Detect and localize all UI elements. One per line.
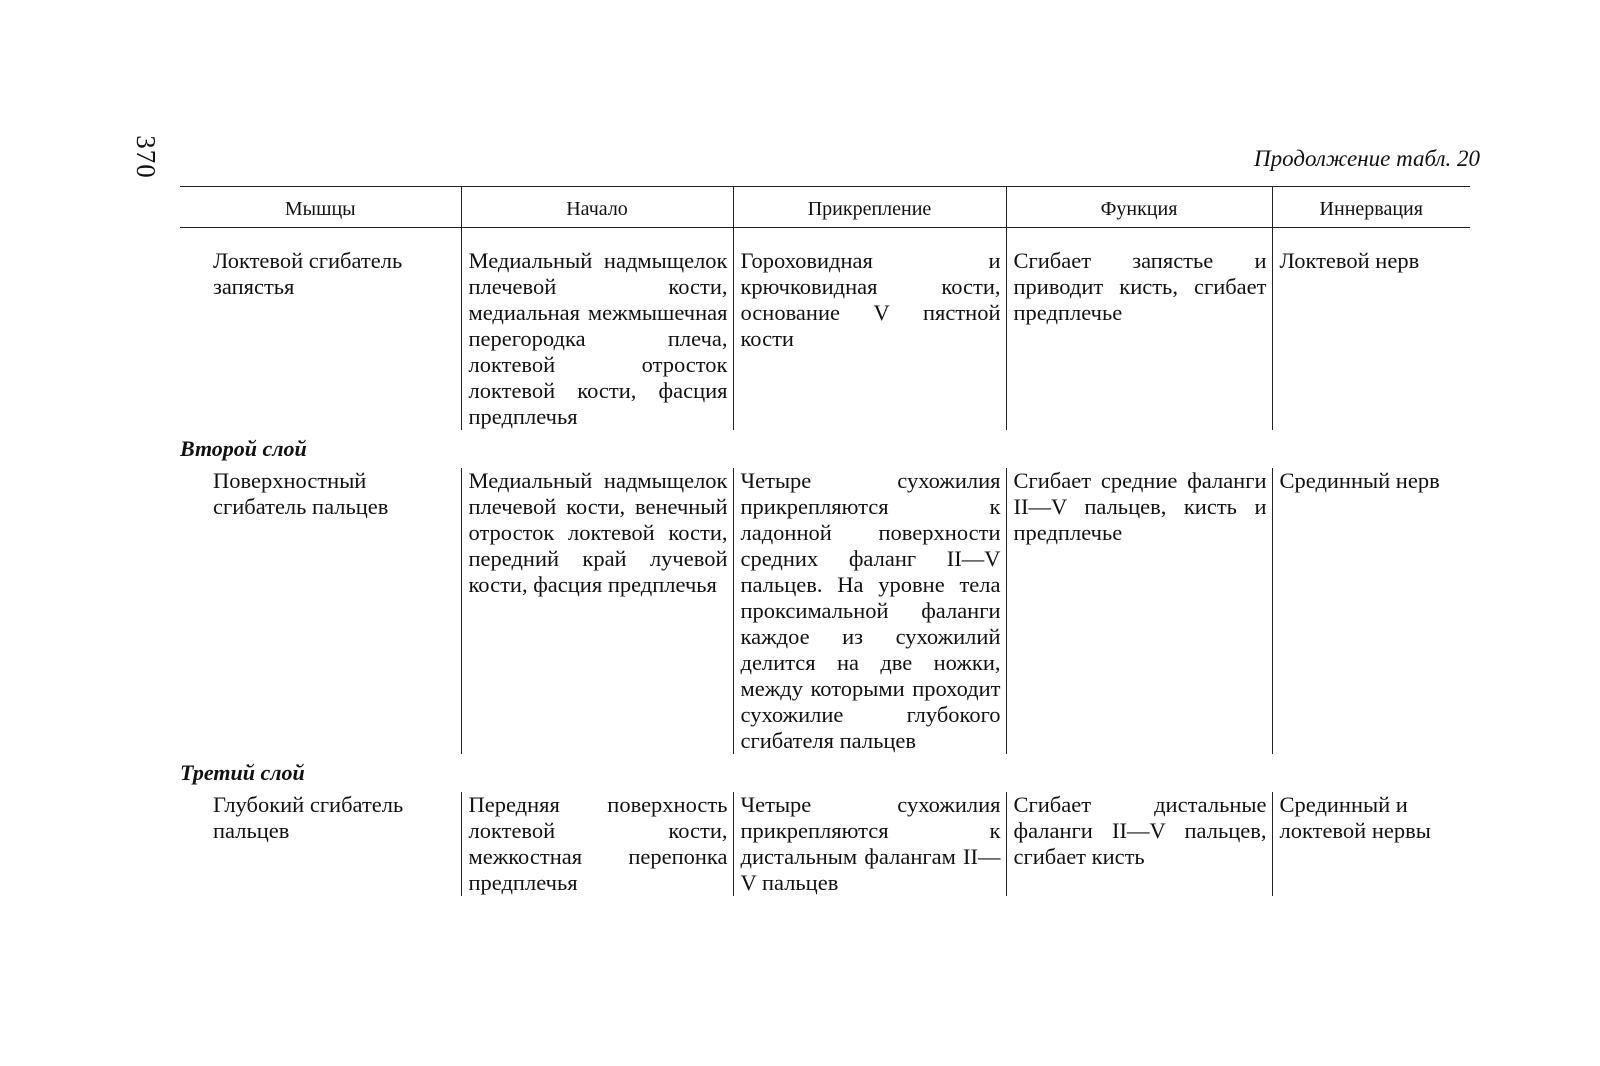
- table-row: [180, 248, 1470, 430]
- function-cell: Сгибает средние фаланги II—V пальцев, кисть и предплечье: [1006, 468, 1272, 754]
- layer-heading-row: [180, 430, 1470, 468]
- layer-heading: Третий слой: [180, 760, 305, 785]
- muscle-table: [180, 186, 1470, 896]
- header-insertion: Прикрепление: [733, 187, 1006, 228]
- header-innervation: Иннервация: [1272, 187, 1470, 228]
- insertion-cell: Четыре сухожилия прикрепляются к дистальным фалангам II—V пальцев: [733, 792, 1006, 896]
- innervation-cell: Срединный и локтевой нервы: [1272, 792, 1470, 896]
- table-caption: Продолжение табл. 20: [1254, 146, 1480, 171]
- header-function: Функция: [1006, 187, 1272, 228]
- muscle-name: Глубокий сгибатель пальцев: [213, 792, 404, 843]
- muscle-name: Поверхностный сгибатель пальцев: [213, 468, 389, 519]
- layer-heading-row: [180, 754, 1470, 792]
- table-spacer: [180, 228, 1470, 249]
- function-cell: Сгибает запястье и приводит кисть, сгибает предплечье: [1006, 248, 1272, 430]
- table-row: [180, 792, 1470, 896]
- header-origin: Начало: [461, 187, 733, 228]
- table-body: [180, 228, 1470, 897]
- table-row: [180, 468, 1470, 754]
- page-number: 370: [131, 135, 161, 179]
- origin-cell: Медиальный надмыщелок плечевой кости, медиальная межмышечная перегородка плеча, локтевой отросток локтевой кости, фасция предплечья: [461, 248, 733, 430]
- muscle-name: Локтевой сгибатель запястья: [213, 248, 403, 299]
- header-row: [180, 187, 1470, 228]
- table-header: [180, 187, 1470, 228]
- layer-heading: Второй слой: [180, 436, 307, 461]
- insertion-cell: Четыре сухожилия прикрепляются к ладонной поверхности средних фаланг II—V пальцев. На уровне тела проксимальной фаланги каждое из сухожилий делится на две ножки, между которыми проходит сухожилие глубокого сгибателя пальцев: [733, 468, 1006, 754]
- function-cell: Сгибает дистальные фаланги II—V пальцев, сгибает кисть: [1006, 792, 1272, 896]
- innervation-cell: Локтевой нерв: [1272, 248, 1470, 430]
- origin-cell: Медиальный надмыщелок плечевой кости, венечный отросток локтевой кости, передний край лучевой кости, фасция предплечья: [461, 468, 733, 754]
- insertion-cell: Гороховидная и крючковидная кости, основание V пястной кости: [733, 248, 1006, 430]
- innervation-cell: Срединный нерв: [1272, 468, 1470, 754]
- header-muscles: Мышцы: [284, 198, 356, 220]
- origin-cell: Передняя поверхность локтевой кости, межкостная перепонка предплечья: [461, 792, 733, 896]
